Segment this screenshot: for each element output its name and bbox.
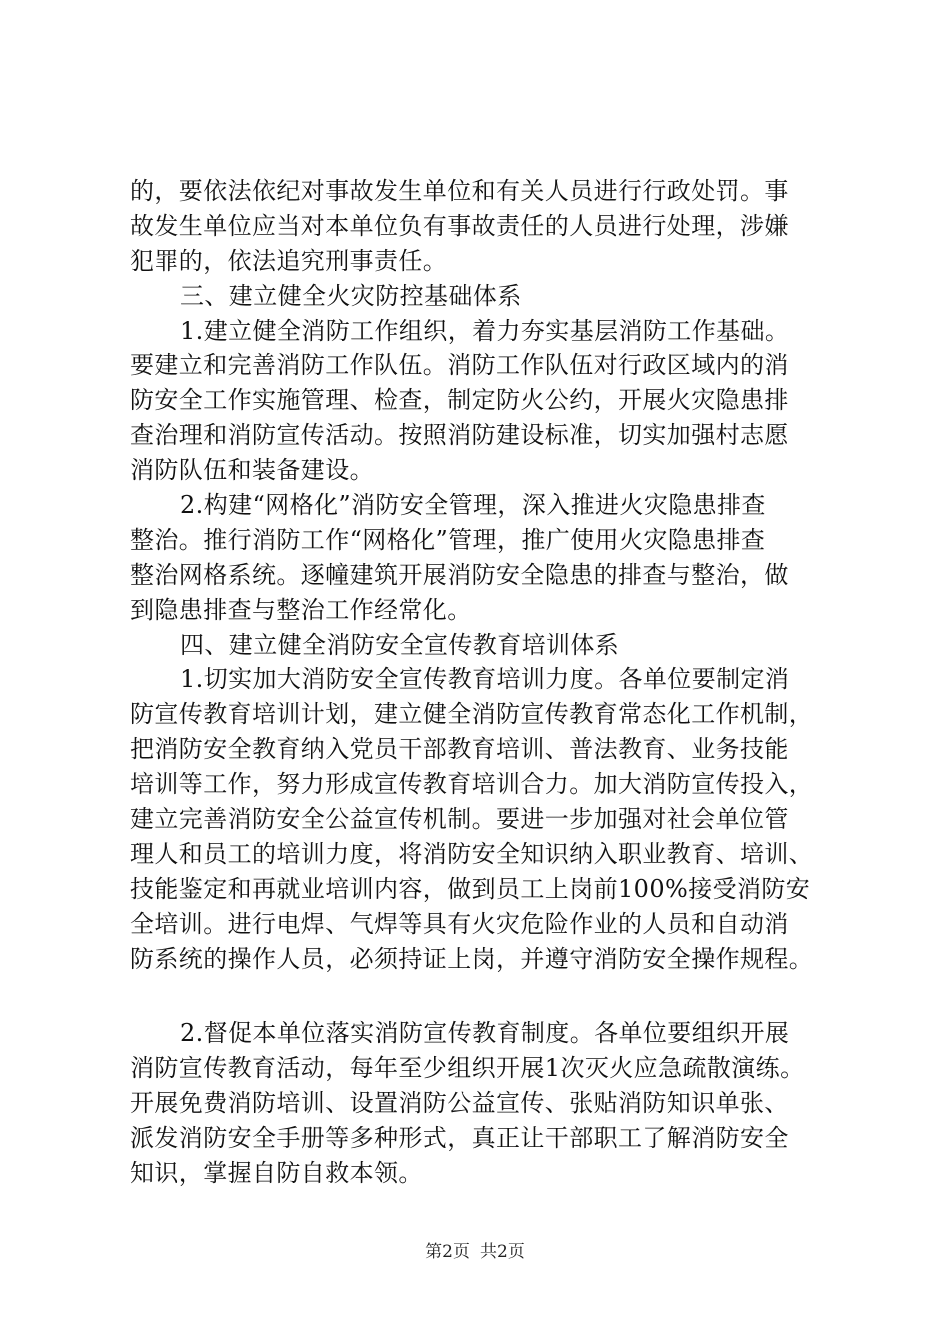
- page-footer: [0, 1242, 950, 1262]
- paragraph-line: 整治网格系统。逐幢建筑开展消防安全隐患的排查与整治，做: [130, 560, 789, 589]
- paragraph-line: 2.督促本单位落实消防宣传教育制度。各单位要组织开展: [180, 1019, 790, 1048]
- paragraph-line: 整治。推行消防工作“网格化”管理，推广使用火灾隐患排查: [130, 525, 766, 554]
- paragraph-line: 犯罪的，依法追究刑事责任。: [130, 246, 448, 275]
- paragraph-line: 开展免费消防培训、设置消防公益宣传、张贴消防知识单张、: [130, 1089, 789, 1118]
- paragraph-line: 消防队伍和装备建设。: [130, 456, 374, 485]
- paragraph-line: 要建立和完善消防工作队伍。消防工作队伍对行政区域内的消: [130, 351, 789, 380]
- paragraph-line: 2.构建“网格化”消防安全管理，深入推进火灾隐患排查: [180, 491, 766, 520]
- paragraph-line: 建立完善消防安全公益宣传机制。要进一步加强对社会单位管: [130, 805, 789, 834]
- paragraph-line: 知识，掌握自防自救本领。: [130, 1159, 423, 1188]
- paragraph-line: 消防宣传教育活动，每年至少组织开展1次灭火应急疏散演练。: [130, 1054, 805, 1083]
- page-number-total: 共2页: [480, 1242, 525, 1262]
- paragraph-line: 1.切实加大消防安全宣传教育培训力度。各单位要制定消: [180, 665, 790, 694]
- page-number-current: 第2页: [425, 1242, 470, 1262]
- paragraph-line: 1.建立健全消防工作组织，着力夯实基层消防工作基础。: [180, 316, 790, 345]
- paragraph-line: 防宣传教育培训计划，建立健全消防宣传教育常态化工作机制，: [130, 700, 814, 729]
- paragraph-line: 的，要依法依纪对事故发生单位和有关人员进行行政处罚。事: [130, 177, 789, 205]
- section-heading-3: 三、建立健全火灾防控基础体系: [180, 281, 522, 310]
- paragraph-line: 理人和员工的培训力度，将消防安全知识纳入职业教育、培训、: [130, 839, 814, 868]
- paragraph-line: 防系统的操作人员，必须持证上岗，并遵守消防安全操作规程。: [130, 944, 814, 973]
- paragraph-line: 技能鉴定和再就业培训内容，做到员工上岗前100%接受消防安: [130, 874, 811, 903]
- paragraph-line: 培训等工作，努力形成宣传教育培训合力。加大消防宣传投入，: [130, 770, 814, 799]
- paragraph-line: 故发生单位应当对本单位负有事故责任的人员进行处理，涉嫌: [130, 211, 789, 240]
- paragraph-line: 到隐患排查与整治工作经常化。: [130, 595, 472, 624]
- section-heading-4: 四、建立健全消防安全宣传教育培训体系: [180, 630, 620, 659]
- paragraph-line: 全培训。进行电焊、气焊等具有火灾危险作业的人员和自动消: [130, 909, 789, 938]
- paragraph-line: 派发消防安全手册等多种形式，真正让干部职工了解消防安全: [130, 1124, 789, 1153]
- paragraph-line: 查治理和消防宣传活动。按照消防建设标准，切实加强村志愿: [130, 421, 789, 450]
- document-body: [130, 174, 830, 1191]
- paragraph-gap: [130, 976, 830, 1016]
- paragraph-line: 防安全工作实施管理、检查，制定防火公约，开展火灾隐患排: [130, 386, 789, 415]
- paragraph-line: 把消防安全教育纳入党员干部教育培训、普法教育、业务技能: [130, 735, 789, 764]
